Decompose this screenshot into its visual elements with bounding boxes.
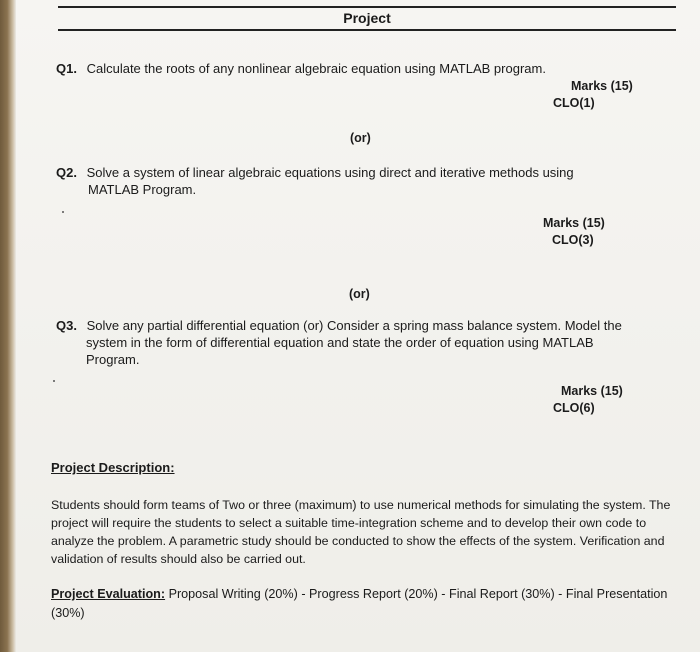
- header-rule-bottom: [58, 29, 676, 31]
- question-number: Q1.: [56, 61, 77, 76]
- description-line-3: analyze the problem. A parametric study should be conducted to show the effects of the system. Verification and: [51, 534, 665, 548]
- question-number: Q2.: [56, 165, 77, 180]
- marks-label: Marks (15): [571, 79, 633, 93]
- question-2: [56, 164, 574, 198]
- description-line-4: validation of results should also be carried out.: [51, 552, 306, 566]
- description-body: [51, 496, 670, 568]
- evaluation-heading: Project Evaluation:: [51, 587, 166, 601]
- question-text: Calculate the roots of any nonlinear algebraic equation using MATLAB program.: [86, 61, 546, 76]
- or-separator-2: (or): [349, 287, 370, 301]
- question-2-clo: CLO(3): [552, 233, 594, 247]
- description-line-2: project will require the students to select a suitable time-integration scheme and to develop their own code to: [51, 516, 647, 530]
- document-page: [16, 0, 700, 652]
- question-text-line-1: Solve any partial differential equation (or) Consider a spring mass balance system. Model the: [86, 318, 622, 333]
- question-3-marks: Marks (15): [561, 384, 623, 398]
- stray-dot: [53, 380, 55, 382]
- stray-dot: [62, 211, 64, 213]
- question-text-line-2: MATLAB Program.: [88, 182, 197, 197]
- question-1-marks: [571, 78, 633, 95]
- question-text-line-2: system in the form of differential equation and state the order of equation using MATLAB: [86, 335, 594, 350]
- question-2-marks: Marks (15): [543, 216, 605, 230]
- question-1-clo: [553, 95, 595, 112]
- header-rule-top: [58, 6, 676, 8]
- evaluation: [51, 585, 667, 623]
- question-text-line-3: Program.: [86, 352, 140, 367]
- or-separator-1: (or): [350, 131, 371, 145]
- evaluation-line-2: (30%): [51, 606, 85, 620]
- question-text-line-1: Solve a system of linear algebraic equations using direct and iterative methods using: [86, 165, 574, 180]
- description-line-1: Students should form teams of Two or three (maximum) to use numerical methods for simulating the system. The: [51, 498, 671, 512]
- description-heading: Project Description:: [51, 460, 175, 475]
- clo-label: CLO(1): [553, 96, 595, 110]
- page-title: Project: [343, 10, 391, 26]
- question-number: Q3.: [56, 318, 77, 333]
- question-3-clo: CLO(6): [553, 401, 595, 415]
- question-1: [56, 60, 546, 77]
- page-edge-shadow: [0, 0, 16, 652]
- question-3: [56, 317, 622, 368]
- evaluation-line-1: Proposal Writing (20%) - Progress Report (20%) - Final Report (30%) - Final Presentation: [165, 587, 668, 601]
